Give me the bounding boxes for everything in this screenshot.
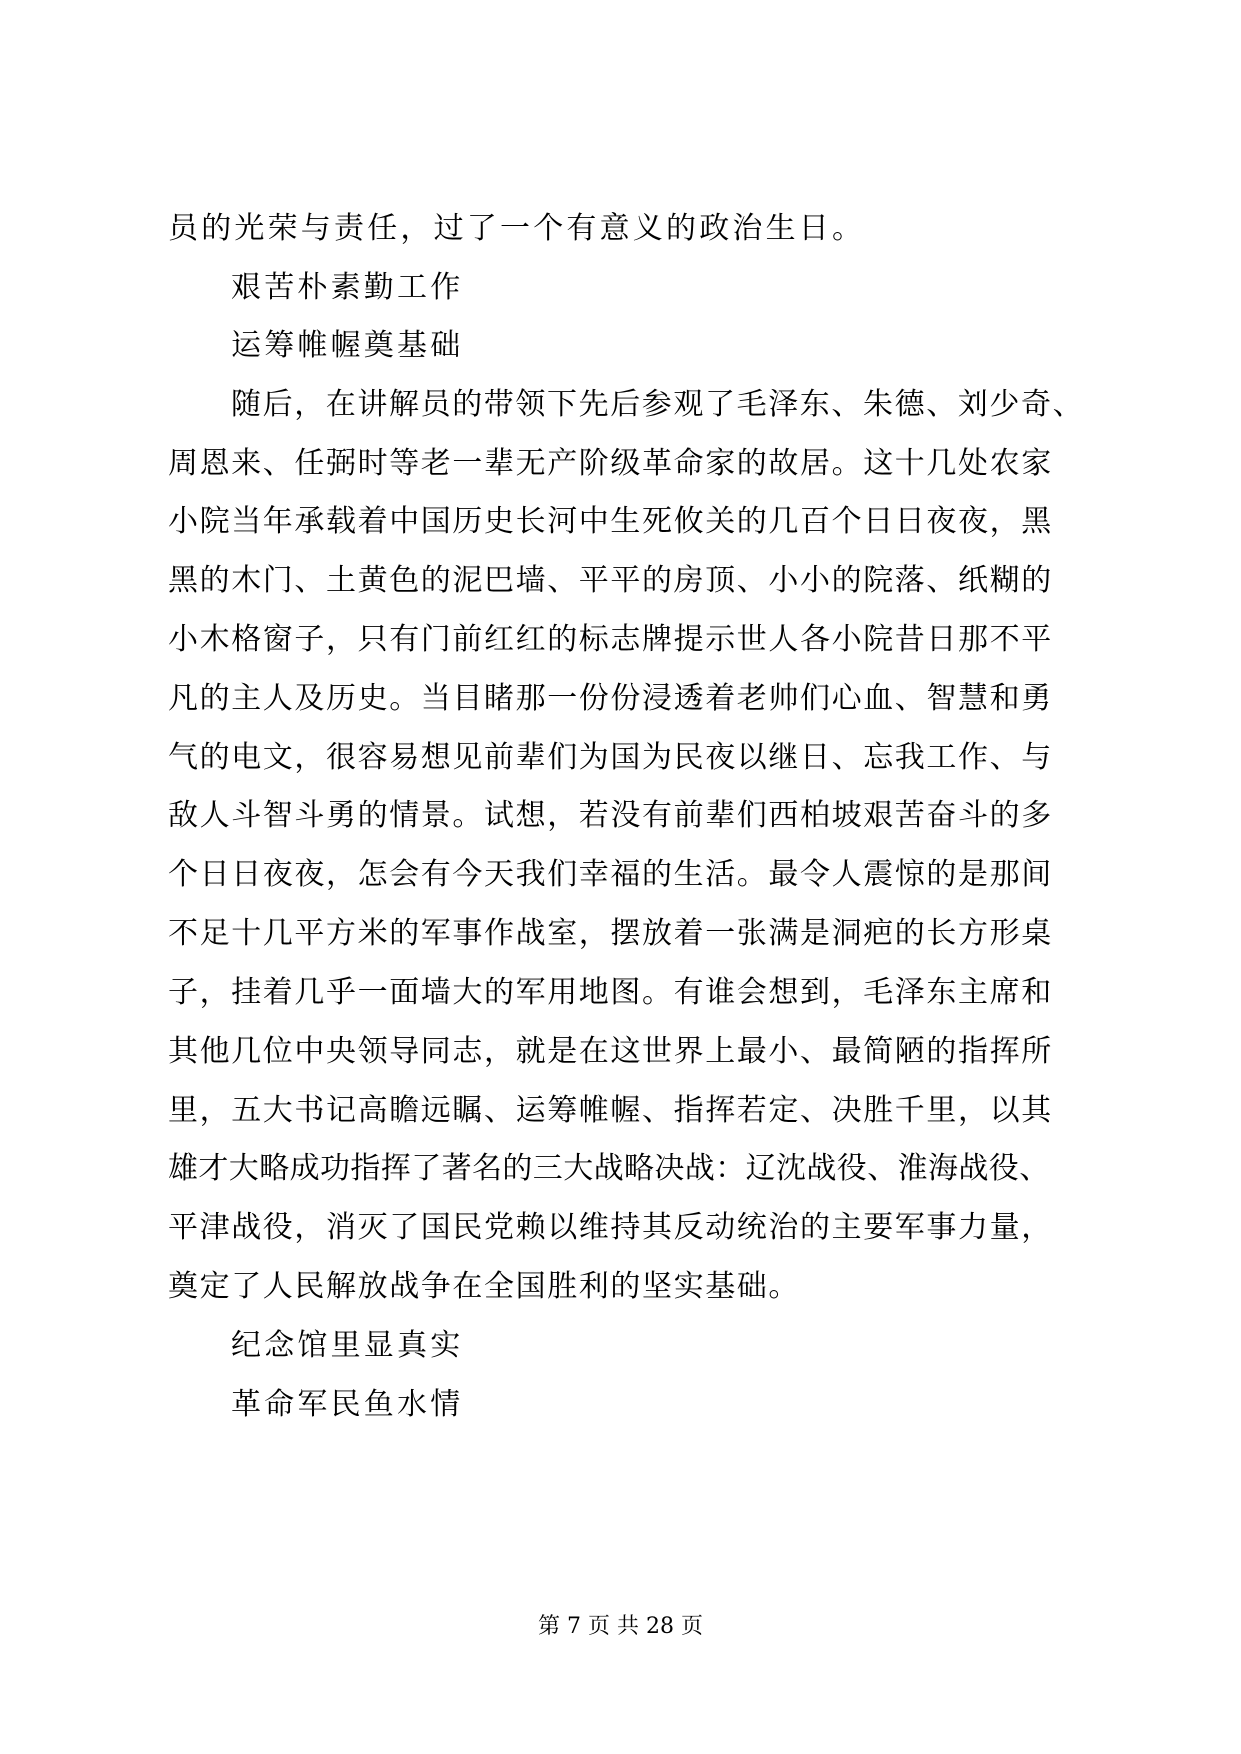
- text-line: 小院当年承载着中国历史长河中生死攸关的几百个日日夜夜，黑: [168, 504, 1053, 539]
- text-line: 奠定了人民解放战争在全国胜利的坚实基础。: [168, 1269, 800, 1304]
- text-line: 个日日夜夜，怎会有今天我们幸福的生活。最令人震惊的是那间: [168, 857, 1053, 892]
- text-line: 气的电文，很容易想见前辈们为国为民夜以继日、忘我工作、与: [168, 740, 1053, 775]
- section-heading: 艰苦朴素勤工作: [231, 270, 464, 305]
- text-line: 凡的主人及历史。当目睹那一份份浸透着老帅们心血、智慧和勇: [168, 681, 1053, 716]
- section-heading: 运筹帷幄奠基础: [231, 328, 464, 363]
- text-line: 员的光荣与责任，过了一个有意义的政治生日。: [168, 211, 866, 246]
- text-line: 敌人斗智斗勇的情景。试想，若没有前辈们西柏坡艰苦奋斗的多: [168, 798, 1053, 833]
- section-heading: 革命军民鱼水情: [231, 1387, 464, 1422]
- text-line: 小木格窗子，只有门前红红的标志牌提示世人各小院昔日那不平: [168, 622, 1053, 657]
- page-footer: 第 7 页 共 28 页: [538, 1614, 703, 1639]
- text-line: 子，挂着几乎一面墙大的军用地图。有谁会想到，毛泽东主席和: [168, 975, 1053, 1010]
- text-line: 周恩来、任弼时等老一辈无产阶级革命家的故居。这十几处农家: [168, 446, 1053, 481]
- text-line: 随后，在讲解员的带领下先后参观了毛泽东、朱德、刘少奇、: [231, 387, 1085, 422]
- text-line: 黑的木门、土黄色的泥巴墙、平平的房顶、小小的院落、纸糊的: [168, 563, 1053, 598]
- text-line: 其他几位中央领导同志，就是在这世界上最小、最简陋的指挥所: [168, 1034, 1053, 1069]
- text-line: 雄才大略成功指挥了著名的三大战略决战：辽沈战役、淮海战役、: [168, 1151, 1050, 1186]
- text-line: 不足十几平方米的军事作战室，摆放着一张满是洞疤的长方形桌: [168, 916, 1053, 951]
- text-line: 里，五大书记高瞻远瞩、运筹帷幄、指挥若定、决胜千里，以其: [168, 1093, 1053, 1128]
- section-heading: 纪念馆里显真实: [231, 1328, 464, 1363]
- text-line: 平津战役，消灭了国民党赖以维持其反动统治的主要军事力量，: [168, 1210, 1053, 1245]
